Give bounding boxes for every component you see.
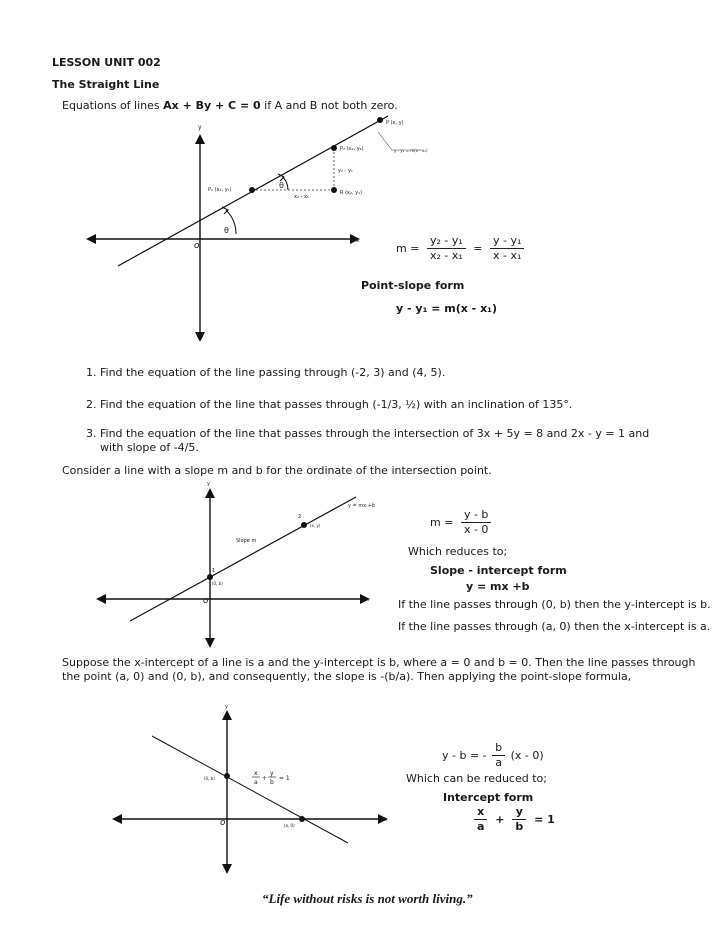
g1-run-label: x₂ - x₁ <box>294 194 309 200</box>
g1-p2-label: P₂ (x₂, y₂) <box>340 146 364 152</box>
g1-pointer-eq: y - y₁ = m(x - x₁) <box>394 148 428 153</box>
g3-eq-x: x <box>254 770 258 777</box>
slope2-note-1: If the line passes through (0, b) then the y-intercept is b. <box>398 598 711 611</box>
intercept-y-frac <box>512 805 526 834</box>
topic-title: The Straight Line <box>52 78 160 91</box>
g3-y-label: y <box>225 704 228 710</box>
g2-pt1-label: (0, b) <box>212 581 223 586</box>
g3-y-arrow-top <box>222 710 232 720</box>
g1-p1-label: P₁ (x₁, y₁) <box>208 187 232 193</box>
g1-p-label: P (x, y) <box>386 120 404 126</box>
intercept-one: = 1 <box>534 813 555 826</box>
intercept-x-num: x <box>474 805 487 820</box>
slope-frac-1-num: y₂ - y₁ <box>427 234 466 249</box>
intercept-frac <box>492 741 505 770</box>
problem-3-cont: with slope of -4/5. <box>100 441 199 454</box>
g2-origin-label: o <box>203 596 209 606</box>
g3-eq-a: a <box>254 779 258 786</box>
slope2-m: m = <box>430 516 454 529</box>
g3-origin-label: o <box>220 818 226 828</box>
g3-point-a <box>299 816 305 822</box>
slope2-den: x - 0 <box>463 523 489 536</box>
g3-eq-y: y <box>270 770 274 777</box>
point-slope-equation: y - y₁ = m(x - x₁) <box>396 302 498 315</box>
problem-2: 2. Find the equation of the line that passes through (-1/3, ½) with an inclination of 135°. <box>86 398 573 411</box>
intercept-x-den: a <box>477 820 485 833</box>
slope-frac-1-den: x₂ - x₁ <box>429 249 463 262</box>
slope-equals: = <box>473 242 483 255</box>
g1-origin-label: o <box>194 241 200 251</box>
problem-1: 1. Find the equation of the line passing through (-2, 3) and (4, 5). <box>86 366 446 379</box>
g3-pt-a-label: (a, 0) <box>284 823 295 828</box>
g1-r-label: R (x₂, y₁) <box>340 190 363 196</box>
slope-intercept-title: Slope - intercept form <box>430 564 567 577</box>
g3-x-arrow-left <box>112 814 122 824</box>
g3-line <box>152 736 348 843</box>
g3-x-label: x <box>384 817 387 823</box>
g3-pt-b-label: (0, b) <box>204 776 215 781</box>
g1-theta-label: θ <box>224 226 229 235</box>
intercept-frac-den: a <box>495 756 502 769</box>
g3-eq-one: = 1 <box>279 775 290 782</box>
intro-pre: Equations of lines <box>62 99 164 112</box>
slope2-note-2: If the line passes through (a, 0) then the x-intercept is a. <box>398 620 711 633</box>
intercept-reduced: Which can be reduced to; <box>406 772 547 785</box>
g3-point-b <box>224 773 230 779</box>
intercept-derivation <box>442 741 548 770</box>
g3-eq-plus: + <box>262 775 268 782</box>
g2-pt2-num: 2 <box>298 514 302 520</box>
slope-intercept-equation: y = mx +b <box>466 580 530 593</box>
intro-equation: Ax + By + C = 0 <box>163 99 261 112</box>
g2-pt2-label: (x, y) <box>310 523 321 528</box>
g1-rise-label: y₂ - y₁ <box>338 168 353 174</box>
g1-theta-label-2: θ <box>279 181 284 190</box>
intercept-x-frac <box>474 805 487 834</box>
g2-pt1-num: 1 <box>212 568 216 574</box>
intercept-plus: + <box>495 813 505 826</box>
lesson-unit-title: LESSON UNIT 002 <box>52 56 161 69</box>
slope2-num: y - b <box>461 508 491 523</box>
slope-frac-2-num: y - y₁ <box>490 234 524 249</box>
g2-x-label: x <box>366 597 369 603</box>
slope-m: m = <box>396 242 420 255</box>
intercept-lhs: y - b = - <box>442 749 487 762</box>
g2-y-label: y <box>207 481 210 487</box>
intercept-rhs: (x - 0) <box>510 749 544 762</box>
section3-line-1: Suppose the x-intercept of a line is a and the y-intercept is b, where a = 0 and b = 0. Then the line passes through <box>62 656 696 669</box>
g3-y-arrow-bottom <box>222 864 232 874</box>
g3-eq-b: b <box>270 779 274 786</box>
g2-slope-label: Slope m <box>236 538 257 544</box>
intercept-form-title: Intercept form <box>443 791 534 804</box>
section3-line-2: the point (a, 0) and (0, b), and consequently, the slope is -(b/a). Then applying the point-slope formula, <box>62 670 632 683</box>
intercept-y-den: b <box>515 820 524 833</box>
problem-3: 3. Find the equation of the line that passes through the intersection of 3x + 5y = 8 and 2x - y = 1 and <box>86 427 650 440</box>
point-slope-title: Point-slope form <box>361 279 465 292</box>
intercept-frac-num: b <box>492 741 505 756</box>
slope2-reduces: Which reduces to; <box>408 545 508 558</box>
slope-frac-2-den: x - x₁ <box>492 249 522 262</box>
g2-line-label: y = mx +b <box>348 503 376 509</box>
g1-x-label: x <box>356 237 360 244</box>
quote: “Life without risks is not worth living.” <box>262 891 473 906</box>
intercept-y-num: y <box>512 805 526 820</box>
g1-y-label: y <box>198 124 202 131</box>
intercept-form-equation <box>474 805 559 834</box>
intro-post: if A and B not both zero. <box>260 99 398 112</box>
section2-intro: Consider a line with a slope m and b for the ordinate of the intersection point. <box>62 464 492 477</box>
